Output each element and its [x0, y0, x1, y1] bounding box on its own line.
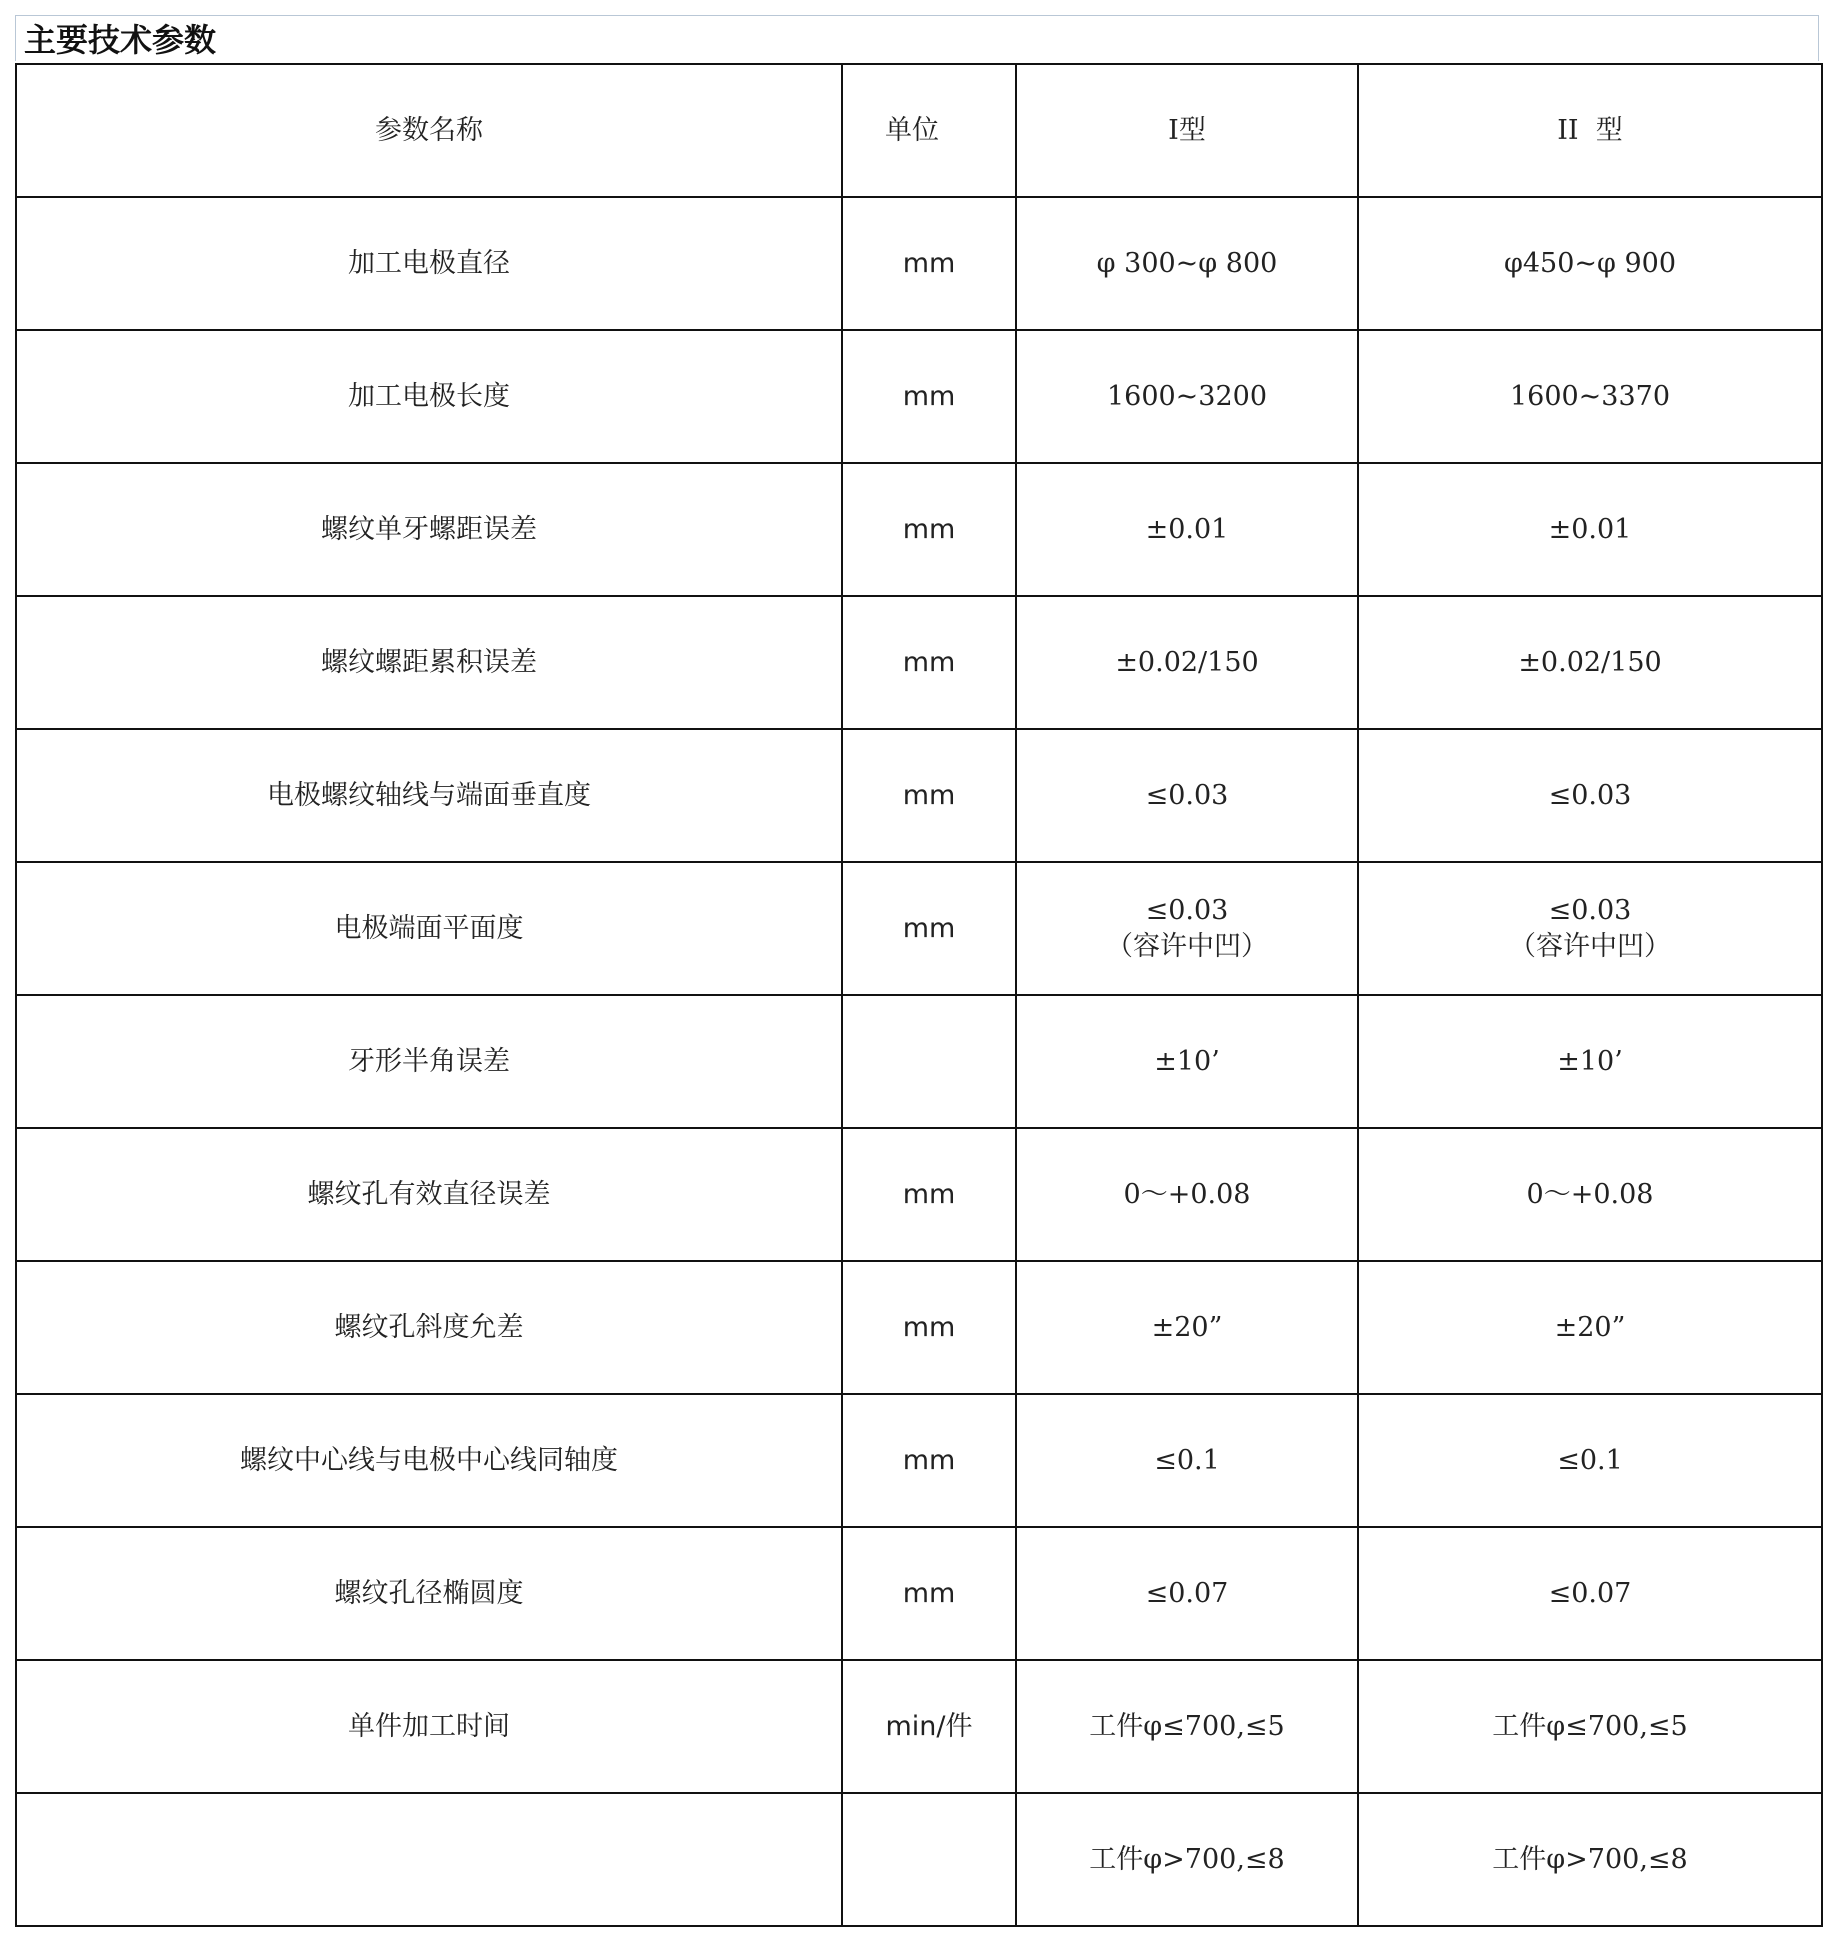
unit-cell: min/件: [842, 1660, 1016, 1793]
value-line: ≤0.1: [1154, 1444, 1220, 1476]
type-1-value-cell: [1016, 1261, 1358, 1394]
value-line: 工件φ≤700,≤5: [1089, 1710, 1285, 1742]
type-1-value-cell: [1016, 330, 1358, 463]
value-line: ±10’: [1557, 1045, 1623, 1077]
unit-cell: mm: [842, 729, 1016, 862]
unit-cell: mm: [842, 1128, 1016, 1261]
type-1-value-cell: [1016, 197, 1358, 330]
type-2-value-cell: [1358, 1793, 1822, 1926]
type-1-value-cell: [1016, 862, 1358, 995]
table-row: [16, 1394, 1822, 1527]
parameter-name-cell: [16, 1793, 842, 1926]
parameter-name-cell: 螺纹单牙螺距误差: [16, 463, 842, 596]
value-line: ≤0.03: [1548, 894, 1632, 926]
page-title: 主要技术参数: [24, 21, 217, 59]
type-2-value-cell: [1358, 197, 1822, 330]
parameter-name-cell: 螺纹孔斜度允差: [16, 1261, 842, 1394]
parameter-name-cell: 牙形半角误差: [16, 995, 842, 1128]
value-line: 1600~3200: [1106, 380, 1268, 412]
parameter-name-cell: 螺纹螺距累积误差: [16, 596, 842, 729]
type-2-value-cell: [1358, 1527, 1822, 1660]
parameter-name-cell: 加工电极长度: [16, 330, 842, 463]
value-line: ≤0.1: [1557, 1444, 1623, 1476]
value-line: ≤0.07: [1145, 1577, 1229, 1609]
unit-cell: [842, 1793, 1016, 1926]
table-row: [16, 1128, 1822, 1261]
type-2-value-cell: [1358, 862, 1822, 995]
value-line: 1600~3370: [1509, 380, 1671, 412]
value-line: ±0.02/150: [1518, 646, 1662, 678]
value-line: φ 300~φ 800: [1096, 247, 1278, 279]
value-line: ≤0.03: [1145, 779, 1229, 811]
unit-cell: mm: [842, 862, 1016, 995]
header-unit: 单位: [842, 64, 1016, 197]
type-2-value-cell: [1358, 1394, 1822, 1527]
value-line: 工件φ≤700,≤5: [1492, 1710, 1688, 1742]
value-line: ±10’: [1154, 1045, 1220, 1077]
type-2-value-cell: [1358, 1660, 1822, 1793]
value-line: φ450~φ 900: [1503, 247, 1677, 279]
unit-cell: mm: [842, 1394, 1016, 1527]
table-row: [16, 197, 1822, 330]
header-row: [16, 64, 1822, 197]
unit-cell: mm: [842, 463, 1016, 596]
header-type-2: II 型: [1358, 64, 1822, 197]
type-2-value-cell: [1358, 330, 1822, 463]
table-body: [16, 64, 1822, 1926]
type-1-value-cell: [1016, 729, 1358, 862]
table-row: [16, 596, 1822, 729]
value-line: ±0.01: [1548, 513, 1632, 545]
table-row: [16, 1660, 1822, 1793]
unit-cell: [842, 995, 1016, 1128]
type-1-value-cell: [1016, 463, 1358, 596]
type-1-value-cell: [1016, 995, 1358, 1128]
table-row: [16, 862, 1822, 995]
table-row: [16, 729, 1822, 862]
parameter-name-cell: 电极端面平面度: [16, 862, 842, 995]
type-1-value-cell: [1016, 1128, 1358, 1261]
table-row: [16, 330, 1822, 463]
technical-parameters-table: [15, 63, 1823, 1927]
parameter-name-cell: 电极螺纹轴线与端面垂直度: [16, 729, 842, 862]
type-1-value-cell: [1016, 1527, 1358, 1660]
table-row: [16, 463, 1822, 596]
parameter-name-cell: 单件加工时间: [16, 1660, 842, 1793]
unit-cell: mm: [842, 330, 1016, 463]
type-2-value-cell: [1358, 1261, 1822, 1394]
table-row: [16, 1261, 1822, 1394]
type-1-value-cell: [1016, 1660, 1358, 1793]
value-line: ±0.02/150: [1115, 646, 1259, 678]
value-line: （容许中凹）: [1106, 930, 1268, 962]
parameter-name-cell: 加工电极直径: [16, 197, 842, 330]
type-2-value-cell: [1358, 1128, 1822, 1261]
type-2-value-cell: [1358, 596, 1822, 729]
header-parameter-name: 参数名称: [16, 64, 842, 197]
value-line: ±20”: [1151, 1311, 1223, 1343]
table-row: [16, 995, 1822, 1128]
unit-cell: mm: [842, 1261, 1016, 1394]
value-line: 工件φ>700,≤8: [1089, 1843, 1285, 1875]
parameter-name-cell: 螺纹中心线与电极中心线同轴度: [16, 1394, 842, 1527]
type-1-value-cell: [1016, 1394, 1358, 1527]
unit-cell: mm: [842, 1527, 1016, 1660]
value-line: 0～+0.08: [1526, 1178, 1654, 1210]
value-line: ≤0.03: [1548, 779, 1632, 811]
value-line: ±0.01: [1145, 513, 1229, 545]
header-type-1: I型: [1016, 64, 1358, 197]
value-line: 工件φ>700,≤8: [1492, 1843, 1688, 1875]
type-2-value-cell: [1358, 463, 1822, 596]
table-row: [16, 1527, 1822, 1660]
value-line: ≤0.07: [1548, 1577, 1632, 1609]
value-line: （容许中凹）: [1509, 930, 1671, 962]
page-title-bar: [15, 15, 1819, 61]
parameter-name-cell: 螺纹孔有效直径误差: [16, 1128, 842, 1261]
value-line: 0～+0.08: [1123, 1178, 1251, 1210]
table-row: [16, 1793, 1822, 1926]
type-1-value-cell: [1016, 596, 1358, 729]
type-2-value-cell: [1358, 729, 1822, 862]
value-line: ±20”: [1554, 1311, 1626, 1343]
parameter-name-cell: 螺纹孔径椭圆度: [16, 1527, 842, 1660]
unit-cell: mm: [842, 596, 1016, 729]
type-1-value-cell: [1016, 1793, 1358, 1926]
type-2-value-cell: [1358, 995, 1822, 1128]
value-line: ≤0.03: [1145, 894, 1229, 926]
unit-cell: mm: [842, 197, 1016, 330]
